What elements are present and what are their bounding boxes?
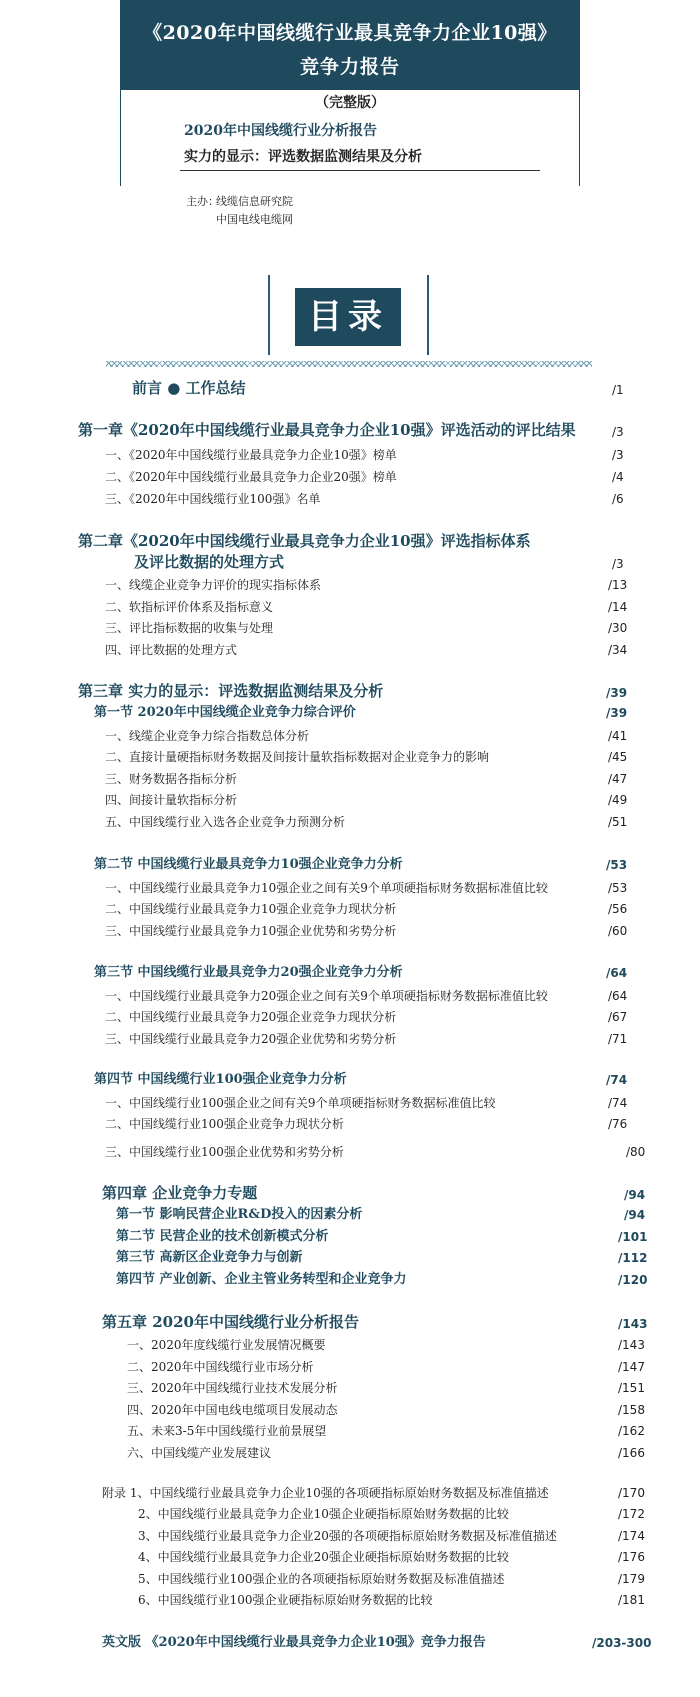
toc-entry-text: 一、中国线缆行业最具竞争力10强企业之间有关9个单项硬指标财务数据标准值比较 xyxy=(105,881,548,895)
toc-entry-text: 二、中国线缆行业最具竞争力20强企业竞争力现状分析 xyxy=(105,1010,397,1024)
subtitle-analysis-report: 2020年中国线缆行业分析报告 xyxy=(184,123,377,139)
toc-entry-page: /56 xyxy=(608,902,628,916)
toc-entry-text: 第三章 实力的显示：评选数据监测结果及分析 xyxy=(78,682,384,700)
toc-entry-text: 第一节 影响民营企业R&D投入的因素分析 xyxy=(116,1207,363,1222)
toc-entry-page: /47 xyxy=(608,772,628,786)
organizer-2: 中国电线电缆网 xyxy=(216,213,293,226)
toc-entry-page: /170 xyxy=(618,1486,645,1500)
toc-entry-text: 第三节 中国线缆行业最具竞争力20强企业竞争力分析 xyxy=(94,965,403,980)
subtitle-underline xyxy=(180,170,540,171)
toc-entry-page: /60 xyxy=(608,924,628,938)
toc-entry-text: 6、中国线缆行业100强企业硬指标原始财务数据的比较 xyxy=(138,1593,433,1607)
toc-entry-page: /203-300 xyxy=(592,1636,652,1650)
toc-entry-page: /151 xyxy=(618,1381,645,1395)
toc-entry-text: 二、《2020年中国线缆行业最具竞争力企业20强》榜单 xyxy=(105,470,397,484)
toc-entry-page: /6 xyxy=(612,492,624,506)
toc-entry-page: /179 xyxy=(618,1572,645,1586)
toc-entry-text: 二、中国线缆行业100强企业竞争力现状分析 xyxy=(105,1117,344,1131)
toc-entry-page: /67 xyxy=(608,1010,628,1024)
toc-entry-page: /13 xyxy=(608,578,628,592)
toc-entry-page: /158 xyxy=(618,1403,645,1417)
toc-entry-text: 及评比数据的处理方式 xyxy=(134,553,285,571)
subtitle-strength-display: 实力的显示：评选数据监测结果及分析 xyxy=(184,149,422,165)
toc-entry-text: 四、间接计量软指标分析 xyxy=(105,793,238,807)
toc-entry-page: /74 xyxy=(608,1096,628,1110)
toc-entry-page: /80 xyxy=(626,1145,646,1159)
toc-entry-text: 附录 1、中国线缆行业最具竞争力企业10强的各项硬指标原始财务数据及标准值描述 xyxy=(102,1486,549,1500)
toc-title-right-bar xyxy=(427,275,429,355)
organizer-1: 线缆信息研究院 xyxy=(216,195,293,208)
toc-entry-page: /3 xyxy=(612,448,624,462)
toc-title: 目录 xyxy=(295,288,401,346)
toc-entry-text: 五、中国线缆行业入选各企业竞争力预测分析 xyxy=(105,815,346,829)
toc-entry-page: /49 xyxy=(608,793,628,807)
toc-entry-page: /174 xyxy=(618,1529,645,1543)
toc-entry-text: 3、中国线缆行业最具竞争力企业20强的各项硬指标原始财务数据及标准值描述 xyxy=(138,1529,557,1543)
toc-entry-text: 二、直接计量硬指标财务数据及间接计量软指标数据对企业竞争力的影响 xyxy=(105,750,490,764)
toc-entry-page: /4 xyxy=(612,470,624,484)
report-title-line2: 竞争力报告 xyxy=(299,56,400,78)
toc-entry-text: 一、线缆企业竞争力评价的现实指标体系 xyxy=(105,578,322,592)
toc-entry-page: /30 xyxy=(608,621,628,635)
toc-entry-text: 第四节 产业创新、企业主管业务转型和企业竞争力 xyxy=(116,1272,407,1287)
toc-entry-page: /3 xyxy=(612,557,624,571)
toc-title-left-bar xyxy=(268,275,270,355)
toc-entry-page: /53 xyxy=(608,881,628,895)
toc-entry-page: /41 xyxy=(608,729,628,743)
toc-entry-page: /166 xyxy=(618,1446,645,1460)
toc-entry-text: 第一节 2020年中国线缆企业竞争力综合评价 xyxy=(94,705,356,720)
toc-entry-text: 三、中国线缆行业100强企业优势和劣势分析 xyxy=(105,1145,344,1159)
toc-entry-text: 三、财务数据各指标分析 xyxy=(105,772,238,786)
toc-entry-page: /112 xyxy=(618,1251,648,1265)
toc-entry-page: /74 xyxy=(606,1073,628,1087)
toc-entry-text: 第四章 企业竞争力专题 xyxy=(102,1184,258,1202)
toc-divider xyxy=(106,361,592,367)
report-header-banner xyxy=(120,0,580,90)
toc-entry-page: /143 xyxy=(618,1317,648,1331)
toc-entry-page: /101 xyxy=(618,1230,648,1244)
toc-entry-text: 二、软指标评价体系及指标意义 xyxy=(105,600,274,614)
toc-entry-text: 第二节 民营企业的技术创新模式分析 xyxy=(116,1229,329,1244)
toc-entry-text: 第五章 2020年中国线缆行业分析报告 xyxy=(102,1313,359,1331)
toc-entry-page: /14 xyxy=(608,600,628,614)
toc-entry-page: /3 xyxy=(612,425,624,439)
toc-entry-page: /120 xyxy=(618,1273,648,1287)
toc-entry-page: /76 xyxy=(608,1117,628,1131)
toc-entry-page: /45 xyxy=(608,750,628,764)
toc-entry-page: /181 xyxy=(618,1593,645,1607)
toc-entry-text: 五、未来3-5年中国线缆行业前景展望 xyxy=(127,1424,327,1438)
toc-entry-text: 第三节 高新区企业竞争力与创新 xyxy=(116,1250,303,1265)
toc-entry-page: /34 xyxy=(608,643,628,657)
organizer-label: 主办： xyxy=(186,195,219,208)
edition-label: （完整版） xyxy=(315,95,385,111)
toc-entry-text: 前言 ● 工作总结 xyxy=(132,379,246,397)
toc-entry-text: 三、2020年中国线缆行业技术发展分析 xyxy=(127,1381,338,1395)
toc-entry-text: 第一章《2020年中国线缆行业最具竞争力企业10强》评选活动的评比结果 xyxy=(78,421,576,439)
toc-entry-page: /53 xyxy=(606,858,628,872)
toc-entry-page: /94 xyxy=(624,1208,646,1222)
toc-entry-text: 2、中国线缆行业最具竞争力企业10强企业硬指标原始财务数据的比较 xyxy=(138,1507,509,1521)
toc-entry-page: /172 xyxy=(618,1507,645,1521)
toc-entry-text: 第二节 中国线缆行业最具竞争力10强企业竞争力分析 xyxy=(94,857,403,872)
toc-entry-text: 三、评比指标数据的收集与处理 xyxy=(105,621,274,635)
toc-entry-text: 一、线缆企业竞争力综合指数总体分析 xyxy=(105,729,310,743)
toc-entry-page: /176 xyxy=(618,1550,645,1564)
toc-entry-page: /147 xyxy=(618,1360,645,1374)
toc-entry-text: 英文版 《2020年中国线缆行业最具竞争力企业10强》竞争力报告 xyxy=(102,1635,486,1650)
toc-entry-text: 一、中国线缆行业最具竞争力20强企业之间有关9个单项硬指标财务数据标准值比较 xyxy=(105,989,548,1003)
toc-entry-text: 二、中国线缆行业最具竞争力10强企业竞争力现状分析 xyxy=(105,902,397,916)
toc-entry-page: /64 xyxy=(606,966,628,980)
toc-entry-text: 三、《2020年中国线缆行业100强》名单 xyxy=(105,492,321,506)
toc-entry-text: 一、《2020年中国线缆行业最具竞争力企业10强》榜单 xyxy=(105,448,397,462)
toc-entry-text: 四、2020年中国电线电缆项目发展动态 xyxy=(127,1403,338,1417)
toc-entry-text: 5、中国线缆行业100强企业的各项硬指标原始财务数据及标准值描述 xyxy=(138,1572,505,1586)
toc-entry-text: 三、中国线缆行业最具竞争力10强企业优势和劣势分析 xyxy=(105,924,397,938)
toc-entry-page: /39 xyxy=(606,686,628,700)
toc-entry-page: /94 xyxy=(624,1188,646,1202)
toc-entry-page: /162 xyxy=(618,1424,645,1438)
report-title-line1: 《2020年中国线缆行业最具竞争力企业10强》 xyxy=(143,22,557,44)
toc-entry-text: 4、中国线缆行业最具竞争力企业20强企业硬指标原始财务数据的比较 xyxy=(138,1550,509,1564)
toc-entry-text: 三、中国线缆行业最具竞争力20强企业优势和劣势分析 xyxy=(105,1032,397,1046)
toc-entry-text: 一、中国线缆行业100强企业之间有关9个单项硬指标财务数据标准值比较 xyxy=(105,1096,496,1110)
toc-entry-text: 第二章《2020年中国线缆行业最具竞争力企业10强》评选指标体系 xyxy=(78,532,531,550)
toc-entry-page: /71 xyxy=(608,1032,628,1046)
toc-entry-page: /39 xyxy=(606,706,628,720)
toc-entry-text: 六、中国线缆产业发展建议 xyxy=(127,1446,272,1460)
toc-entry-text: 第四节 中国线缆行业100强企业竞争力分析 xyxy=(94,1072,347,1087)
toc-entry-text: 一、2020年度线缆行业发展情况概要 xyxy=(127,1338,326,1352)
toc-entry-text: 二、2020年中国线缆行业市场分析 xyxy=(127,1360,314,1374)
toc-entry-text: 四、评比数据的处理方式 xyxy=(105,643,238,657)
toc-entry-page: /64 xyxy=(608,989,628,1003)
toc-entry-page: /51 xyxy=(608,815,628,829)
toc-entry-page: /143 xyxy=(618,1338,645,1352)
toc-entry-page: /1 xyxy=(612,383,624,397)
